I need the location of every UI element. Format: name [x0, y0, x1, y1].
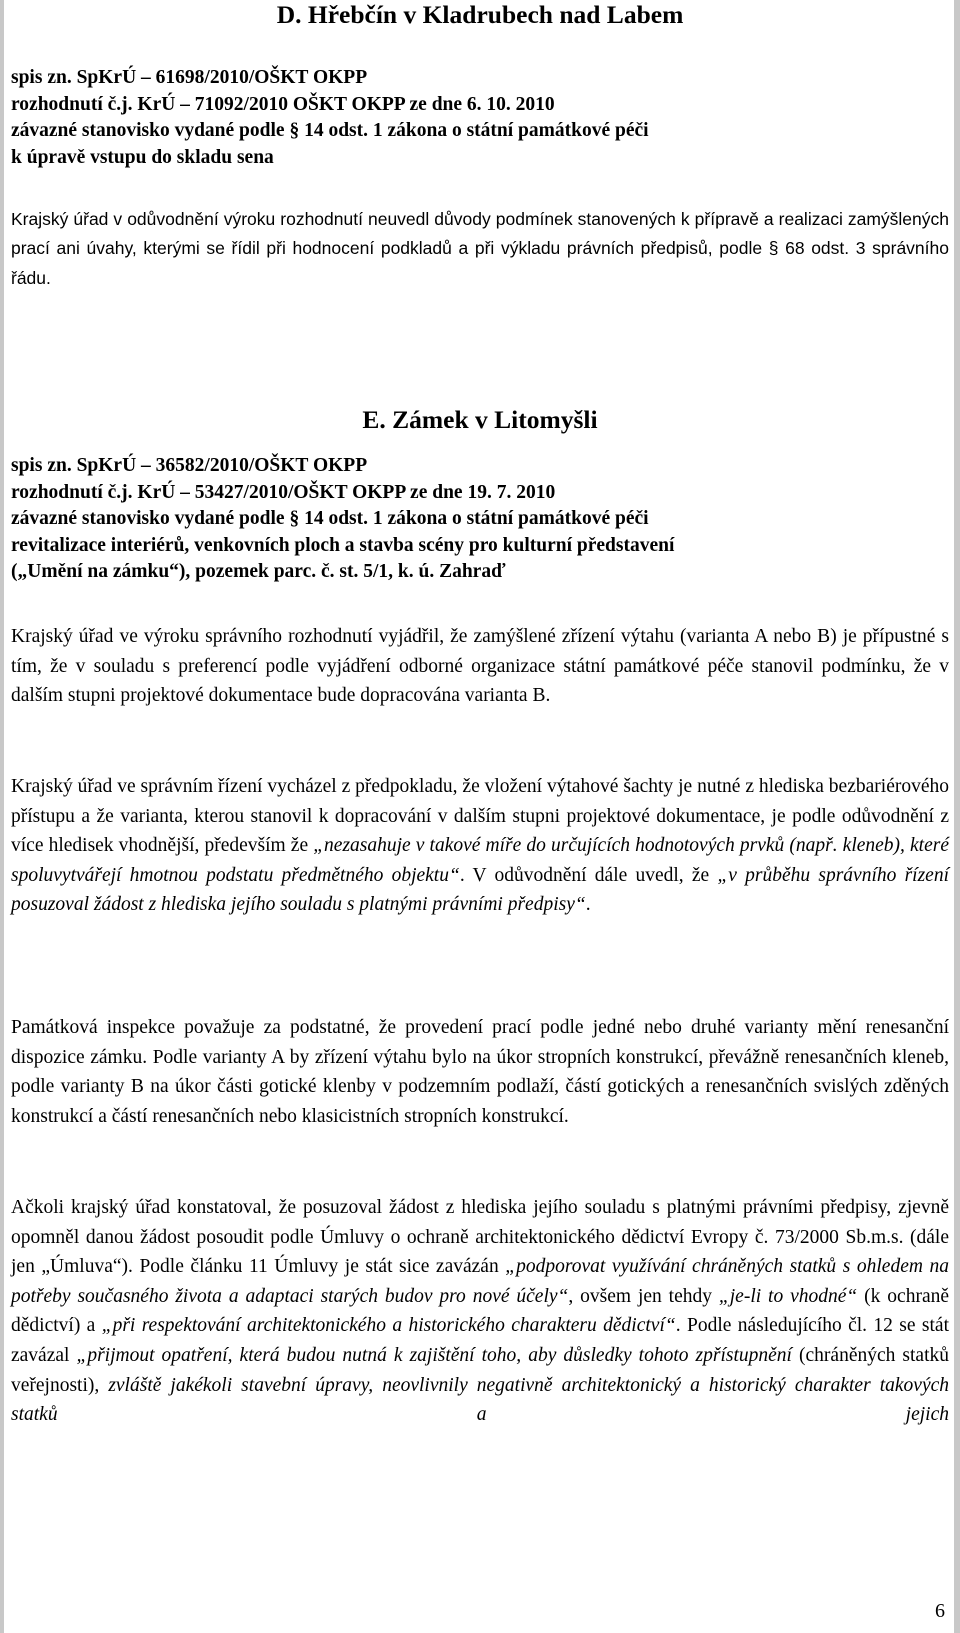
file-number-line: spis zn. SpKrÚ – 61698/2010/OŠKT OKPP	[11, 67, 368, 88]
paragraph-text: .	[585, 894, 591, 916]
quotation: zvláště jakékoli stavební úpravy, neovlivnily negativně architektonický a historický charakter takových statků a jejich	[11, 1374, 949, 1426]
section-d-reference	[11, 65, 949, 171]
quotation: „je-li to vhodné“	[718, 1285, 858, 1307]
binding-opinion-line: závazné stanovisko vydané podle § 14 odst. 1 zákona o státní památkové péči	[11, 120, 649, 141]
left-border	[0, 0, 4, 1633]
paragraph-text: (chráněných statků veřejnosti),	[11, 1344, 950, 1396]
section-e-paragraph-1: Krajský úřad ve výroku správního rozhodnutí vyjádřil, že zamýšlené zřízení výtahu (varianta A nebo B) je přípustné s tím, že v souladu s preferencí podle vyjádření odborné organizace státní památkové péče stanovil podmínku, že v dalším stupni projektové dokumentace bude dopracována varianta B.	[11, 626, 949, 707]
file-number-line: spis zn. SpKrÚ – 36582/2010/OŠKT OKPP	[11, 455, 368, 476]
decision-line: rozhodnutí č.j. KrÚ – 53427/2010/OŠKT OKPP ze dne 19. 7. 2010	[11, 481, 556, 503]
quotation: „nezasahuje v takové míře do určujících hodnotových prvků (např. kleneb), které spoluvytvářejí hmotnou podstatu předmětného objektu“	[11, 835, 949, 886]
paragraph-text: . V odůvodnění dále uvedl, že	[459, 864, 718, 886]
section-e-title: E. Zámek v Litomyšli	[362, 405, 598, 434]
subject-line: revitalizace interiérů, venkovních ploch a stavba scény pro kulturní představení	[11, 534, 675, 556]
decision-line: rozhodnutí č.j. KrÚ – 71092/2010 OŠKT OKPP ze dne 6. 10. 2010	[11, 93, 555, 115]
page-number: 6	[935, 1600, 945, 1622]
section-e-paragraph-4	[11, 1193, 949, 1430]
paragraph-text: . Podle následujícího čl. 12 se stát zavázal	[11, 1315, 949, 1366]
quotation: „v průběhu správního řízení posuzoval žádost z hlediska jejího souladu s platnými právními předpisy“	[11, 864, 950, 916]
quotation: „přijmout opatření, která budou nutná k zajištění toho, aby důsledky tohoto zpřístupnění	[76, 1344, 792, 1366]
quotation: „podporovat využívání chráněných statků s ohledem na potřeby současného života a adaptaci starých budov pro nové účely“	[11, 1256, 949, 1307]
paragraph-text: Ačkoli krajský úřad konstatoval, že posuzoval žádost z hlediska jejího souladu s platnými právními předpisy, zjevně opomněl danou žádost posoudit podle Úmluvy o ochraně architektonického dědictví Evropy č. 73/2000 Sb.m.s. (dále jen „Úmluva“). Podle článku 11 Úmluvy je stát sice zavázán	[11, 1197, 949, 1278]
subject-line: k úpravě vstupu do skladu sena	[11, 146, 274, 168]
binding-opinion-line: závazné stanovisko vydané podle § 14 odst. 1 zákona o státní památkové péči	[11, 508, 649, 529]
paragraph-text: (k ochraně dědictví) a	[11, 1285, 950, 1337]
section-e-reference	[11, 453, 949, 586]
section-e-paragraph-3: Památková inspekce považuje za podstatné, že provedení prací podle jedné nebo druhé varianty mění renesanční dispozice zámku. Podle varianty A by zřízení výtahu bylo na úkor stropních konstrukcí, převážně renesančních kleneb, podle varianty B na úkor části gotické klenby v podzemním podlaží, částí gotických a renesančních svislých zděných konstrukcí a částí renesančních nebo klasicistních stropních konstrukcí.	[11, 1017, 949, 1127]
subject-line-2: („Umění na zámku“), pozemek parc. č. st. 5/1, k. ú. Zahraď	[11, 561, 506, 582]
section-d-title: D. Hřebčín v Kladrubech nad Labem	[276, 0, 684, 29]
paragraph-text: , ovšem jen tehdy	[568, 1285, 719, 1307]
section-e-paragraph-2	[11, 772, 949, 920]
right-border	[954, 0, 960, 1633]
paragraph-text: Krajský úřad ve správním řízení vycházel z předpokladu, že vložení výtahové šachty je nutné z hlediska bezbariérového přístupu a že varianta, kterou stanovil k dopracování v dalším stupni projektové dokumentace, je podle odůvodnění z více hledisek vhodnější, především že	[11, 776, 949, 857]
section-d-paragraph: Krajský úřad v odůvodnění výroku rozhodnutí neuvedl důvody podmínek stanovených k přípravě a realizaci zamýšlených prací ani úvahy, kterými se řídil při hodnocení podkladů a při výkladu právních předpisů, podle § 68 odst. 3 správního řádu.	[11, 209, 949, 288]
quotation: „při respektování architektonického a historického charakteru dědictví“	[101, 1315, 676, 1337]
